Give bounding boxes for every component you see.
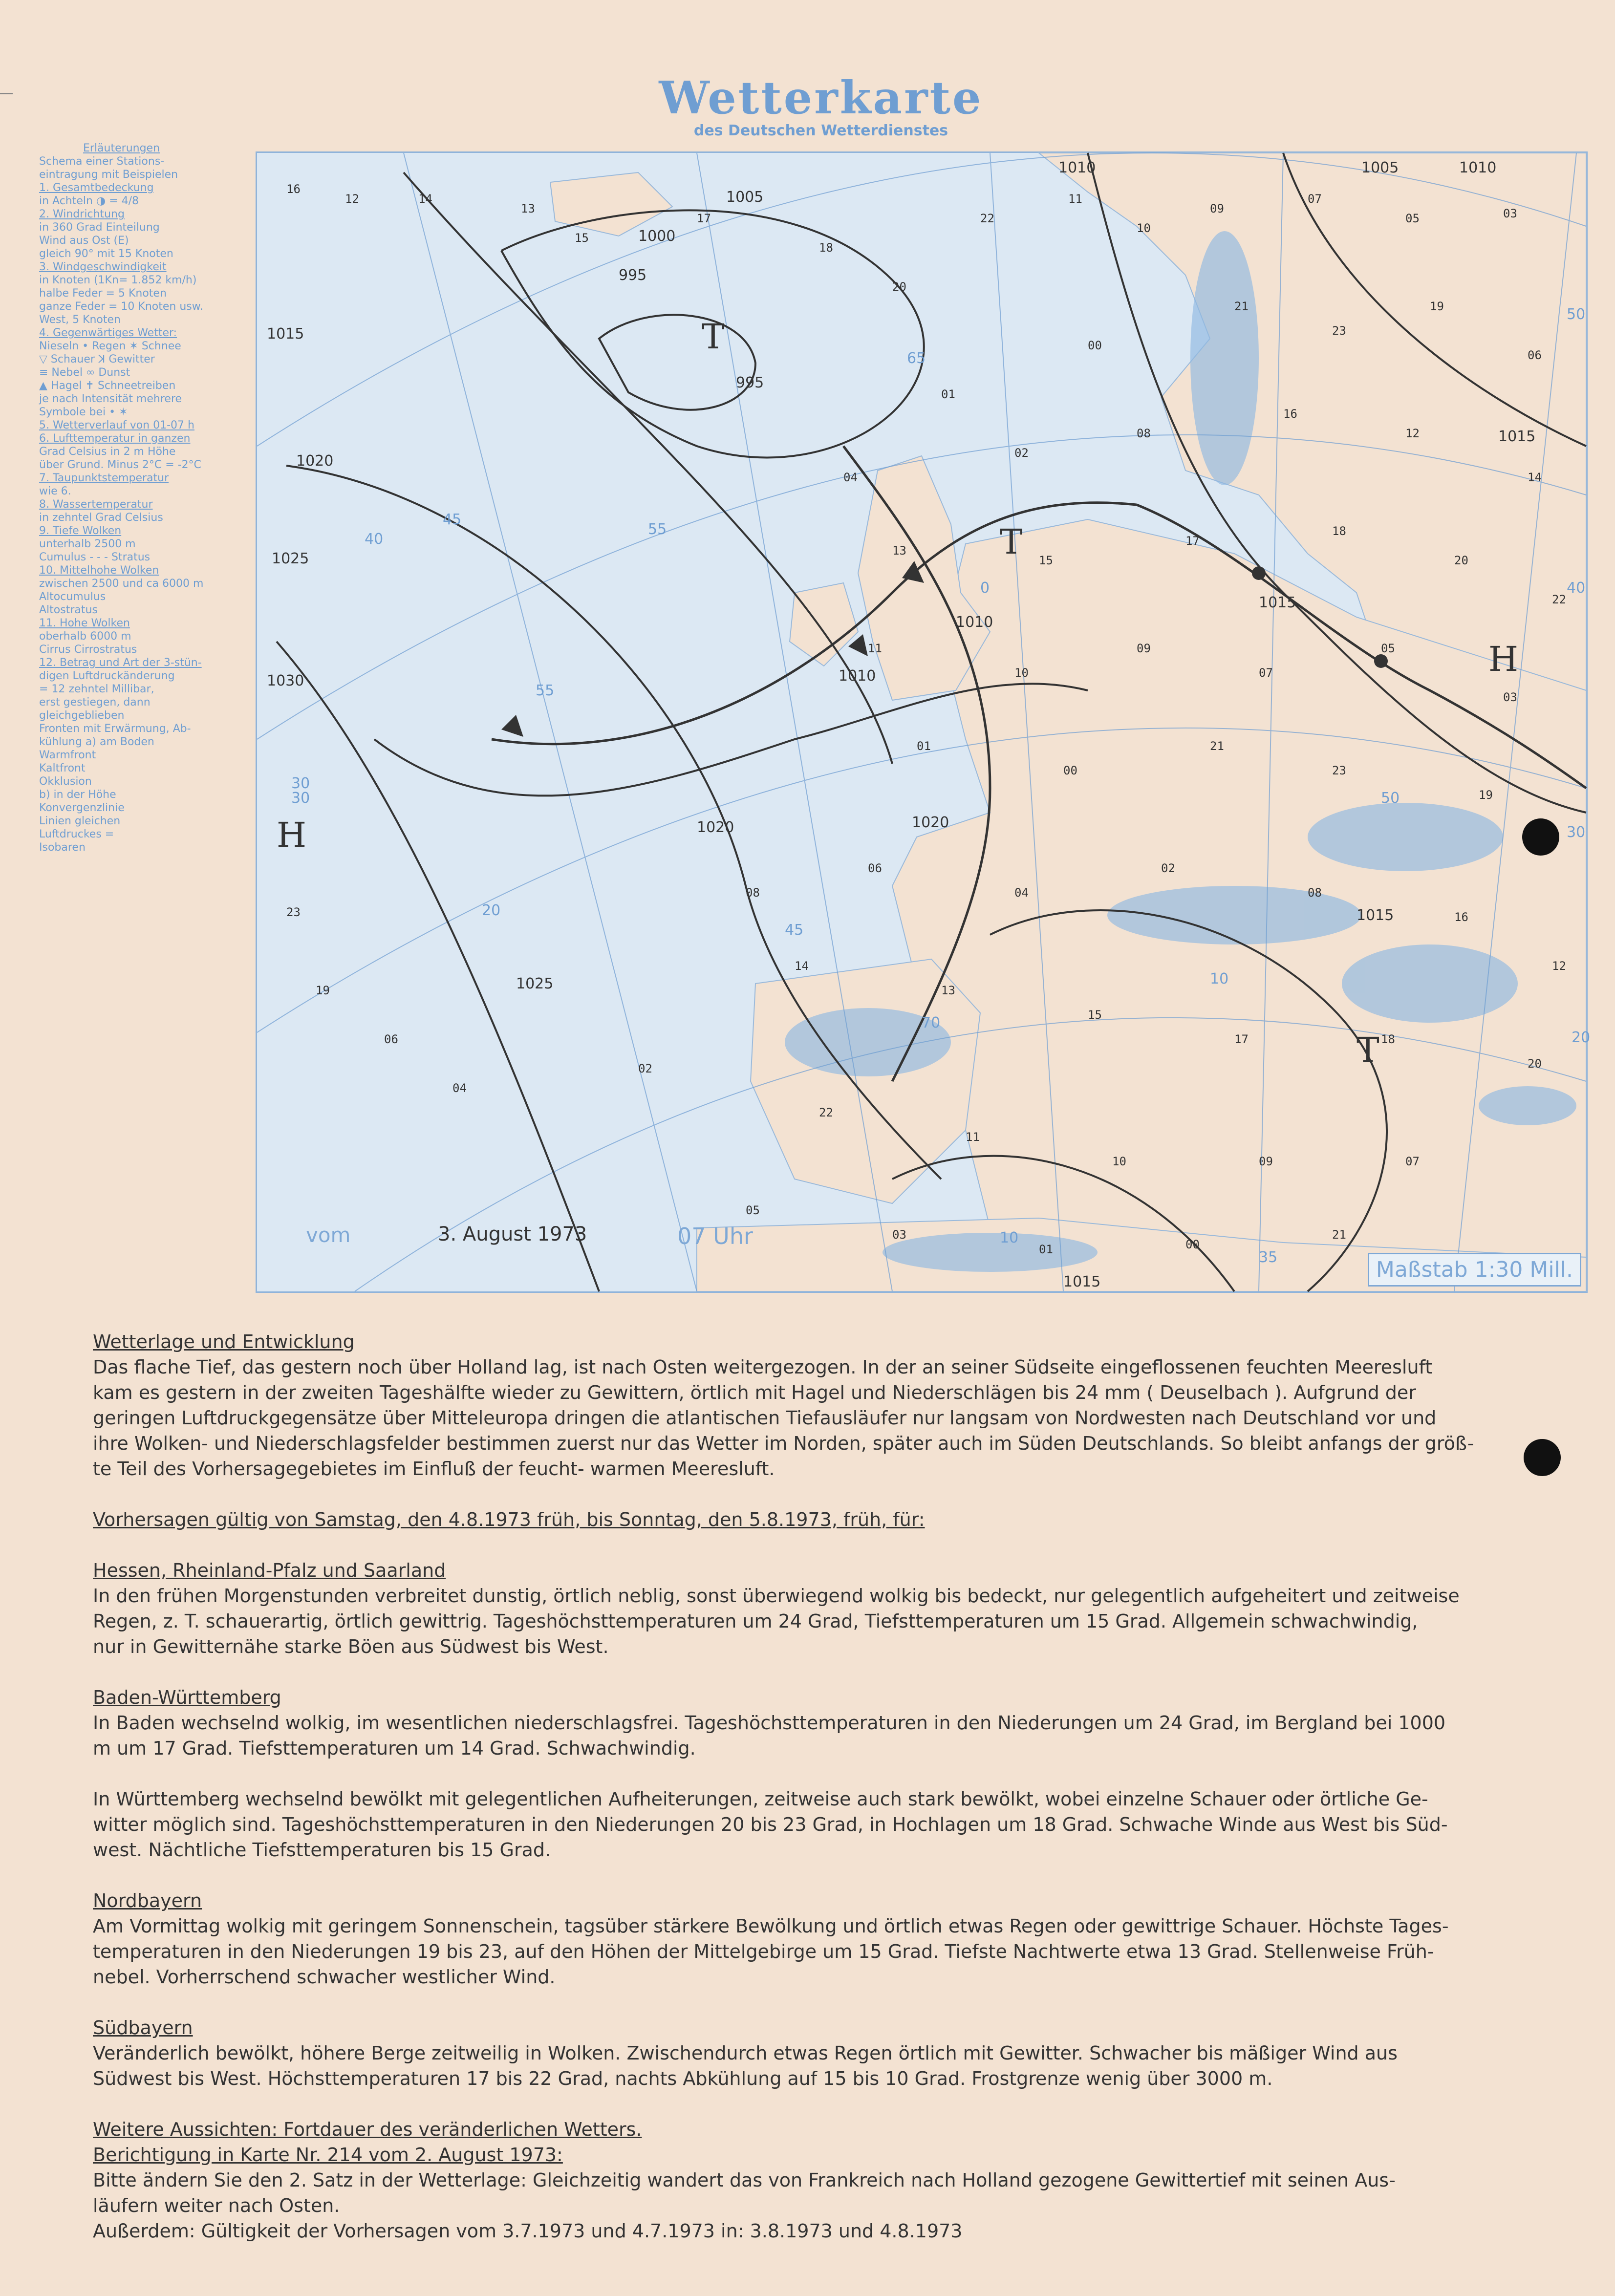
grid-label: 55: [536, 682, 555, 699]
legend-line: 7. Taupunktstemperatur: [39, 472, 169, 484]
isobar-label: 1005: [726, 189, 764, 206]
isobar-5: [277, 642, 599, 1291]
legend-line: = 12 zehntel Millibar,: [39, 683, 154, 695]
station-value: 02: [1014, 446, 1029, 460]
text-line: m um 17 Grad. Tiefsttemperaturen um 14 Grad. Schwachwindig.: [93, 1738, 696, 1759]
map-date: 3. August 1973: [438, 1223, 587, 1245]
text-line: In Württemberg wechselnd bewölkt mit gelegentlichen Aufheiterungen, zeitweise auch stark bewölkt, wobei einzelne Schauer oder örtliche Ge-: [93, 1788, 1428, 1810]
low-center: T: [702, 317, 725, 357]
grid-label: 45: [443, 511, 462, 528]
text-line: Regen, z. T. schauerartig, örtlich gewittrig. Tageshöchsttemperaturen um 24 Grad, Tiefsttemperaturen um 15 Grad. Allgemein schwachwindig,: [93, 1610, 1418, 1632]
high-center: H: [277, 815, 307, 855]
front-semicircle: [1374, 654, 1388, 668]
grid-label: 10: [1000, 1229, 1019, 1246]
legend-line: Cumulus - - - Stratus: [39, 551, 151, 563]
section-heading: Baden-Württemberg: [93, 1687, 281, 1708]
legend-line: 1. Gesamtbedeckung: [39, 182, 154, 194]
section-body: [93, 1913, 1539, 1990]
grid-label: 65: [907, 350, 926, 367]
legend-line: 8. Wassertemperatur: [39, 498, 153, 511]
station-value: 03: [892, 1228, 906, 1242]
station-value: 02: [638, 1062, 652, 1075]
legend-line: Konvergenzlinie: [39, 802, 125, 814]
relief-caucasus: [1479, 1086, 1576, 1125]
legend-line: Nieseln • Regen ✶ Schnee: [39, 340, 181, 352]
station-value: 05: [746, 1203, 760, 1217]
legend-line: 12. Betrag und Art der 3-stün-: [39, 657, 202, 669]
grid-label: 55: [648, 521, 667, 538]
station-value: 20: [1528, 1057, 1542, 1071]
front-semicircle: [1252, 566, 1266, 580]
grid-label: 45: [785, 922, 804, 939]
section-body: [93, 1710, 1539, 1761]
legend-line: 6. Lufttemperatur in ganzen: [39, 432, 191, 445]
legend-line: 4. Gegenwärtiges Wetter:: [39, 327, 177, 339]
station-value: 06: [868, 861, 882, 875]
legend-line: Warmfront: [39, 749, 96, 761]
station-value: 14: [1528, 471, 1542, 484]
isobar-label: 1020: [912, 814, 949, 831]
relief-carpathians: [1308, 803, 1503, 871]
station-value: 23: [1332, 324, 1346, 338]
grid-label: 35: [1259, 1249, 1278, 1266]
section-body: [93, 1354, 1539, 1481]
legend-line: gleichgeblieben: [39, 709, 125, 722]
station-value: 01: [917, 739, 931, 753]
grid-label: 70: [922, 1014, 941, 1031]
legend-line: 5. Wetterverlauf von 01-07 h: [39, 419, 194, 431]
map-drawing: [257, 153, 1591, 1291]
legend-line: Altocumulus: [39, 591, 106, 603]
legend-line: in Achteln ◑ = 4/8: [39, 195, 139, 207]
legend-line: Kaltfront: [39, 762, 86, 774]
station-value: 17: [697, 212, 711, 225]
isobar-label: 1015: [1498, 428, 1536, 445]
page-subtitle: des Deutschen Wetterdienstes: [693, 122, 948, 139]
map-vom-label: vom: [306, 1223, 351, 1247]
text-line: läufern weiter nach Osten.: [93, 2195, 340, 2216]
legend-line: Grad Celsius in 2 m Höhe: [39, 446, 176, 458]
grid-label: 40: [365, 531, 384, 548]
station-value: 09: [1137, 642, 1151, 655]
station-value: 09: [1210, 202, 1224, 215]
section-body: [93, 2040, 1539, 2091]
station-value: 16: [1283, 407, 1297, 421]
legend-line: Symbole bei • ✶: [39, 406, 128, 418]
legend: [39, 142, 249, 854]
legend-line: eintragung mit Beispielen: [39, 169, 178, 181]
section-body: [93, 1583, 1539, 1659]
isobar-label: 1015: [1063, 1273, 1101, 1290]
isobar-label: 1000: [638, 228, 676, 245]
isobar-label: 995: [736, 374, 764, 391]
legend-line: Okklusion: [39, 775, 92, 788]
legend-line: 9. Tiefe Wolken: [39, 525, 122, 537]
station-value: 21: [1210, 739, 1224, 753]
legend-line: unterhalb 2500 m: [39, 538, 136, 550]
isobar-label: 1020: [697, 819, 734, 836]
grid-label: 20: [482, 902, 501, 919]
low-center: T: [1357, 1030, 1379, 1070]
text-line: Das flache Tief, das gestern noch über Holland lag, ist nach Osten weitergezogen. In der an seiner Südseite eingeflossenen feuchten Meeresluft: [93, 1356, 1433, 1378]
corner-mark: [0, 93, 13, 94]
correction-heading: Berichtigung in Karte Nr. 214 vom 2. August 1973:: [93, 2144, 563, 2166]
station-value: 18: [1381, 1032, 1395, 1046]
isobar-label: 1025: [516, 975, 554, 992]
station-value: 22: [1552, 593, 1566, 606]
station-value: 00: [1088, 339, 1102, 352]
station-value: 04: [843, 471, 858, 484]
isobar-label: 1030: [267, 672, 304, 689]
station-value: 19: [1479, 788, 1493, 802]
text-line: west. Nächtliche Tiefsttemperaturen bis 15 Grad.: [93, 1839, 551, 1861]
isobar-2: [599, 315, 755, 409]
isobar-label: 1025: [272, 550, 309, 567]
grid-label: 30: [291, 790, 310, 807]
text-line: In Baden wechselnd wolkig, im wesentlichen niederschlagsfrei. Tageshöchsttemperaturen in den Niederungen um 24 Grad, im Bergland bei 1000: [93, 1712, 1446, 1734]
station-value: 12: [1405, 427, 1420, 440]
legend-line: Wind aus Ost (E): [39, 235, 129, 247]
legend-line: 11. Hohe Wolken: [39, 617, 130, 629]
section-body: [93, 1786, 1539, 1863]
station-value: 21: [1332, 1228, 1346, 1242]
legend-line: in 360 Grad Einteilung: [39, 221, 160, 234]
station-value: 18: [1332, 524, 1346, 538]
isobar-label: 1015: [1259, 594, 1296, 611]
outlook: Weitere Aussichten: Fortdauer des veränderlichen Wetters.: [93, 2119, 642, 2140]
station-value: 00: [1185, 1238, 1200, 1251]
grid-label: 30: [1567, 824, 1586, 841]
legend-line: oberhalb 6000 m: [39, 630, 131, 643]
grid-label: 50: [1567, 306, 1586, 323]
station-value: 08: [1137, 427, 1151, 440]
text-line: Veränderlich bewölkt, höhere Berge zeitweilig in Wolken. Zwischendurch etwas Regen örtlich mit Gewitter. Schwacher bis mäßiger Wind aus: [93, 2042, 1398, 2064]
station-value: 12: [345, 192, 359, 206]
station-value: 03: [1503, 690, 1517, 704]
grid-label: 10: [1210, 970, 1229, 987]
station-value: 13: [521, 202, 535, 215]
station-value: 08: [746, 886, 760, 900]
legend-line: gleich 90° mit 15 Knoten: [39, 248, 173, 260]
station-value: 10: [1112, 1155, 1126, 1168]
isobar-label: 1010: [839, 667, 876, 685]
station-value: 10: [1137, 221, 1151, 235]
station-value: 05: [1381, 642, 1395, 655]
station-value: 20: [1454, 554, 1468, 567]
station-value: 11: [868, 642, 882, 655]
station-value: 02: [1161, 861, 1175, 875]
text-line: ihre Wolken- und Niederschlagsfelder bestimmen zuerst nur das Wetter im Norden, später auch im Süden Deutschlands. So bleibt anfangs der größ-: [93, 1433, 1474, 1454]
relief-scandes: [1190, 231, 1259, 485]
legend-line: kühlung a) am Boden: [39, 736, 154, 748]
isobar-label: 1010: [1459, 159, 1497, 176]
legend-line: erst gestiegen, dann: [39, 696, 151, 708]
map-scale: Maßstab 1:30 Mill.: [1368, 1253, 1581, 1287]
station-value: 16: [1454, 910, 1468, 924]
grid-label: 30: [291, 775, 310, 792]
station-value: 17: [1185, 534, 1200, 548]
station-value: 22: [980, 212, 994, 225]
text-line: kam es gestern in der zweiten Tageshälfte wieder zu Gewittern, örtlich mit Hagel und Niederschlägen bis 24 mm ( Deuselbach ). Aufgrund der: [93, 1382, 1416, 1403]
text-line: Am Vormittag wolkig mit geringem Sonnenschein, tagsüber stärkere Bewölkung und örtlich etwas Regen oder gewittrige Schauer. Höchste Tages-: [93, 1915, 1449, 1937]
station-value: 21: [1234, 300, 1249, 313]
station-value: 12: [1552, 959, 1566, 973]
station-value: 03: [1503, 207, 1517, 220]
text-line: temperaturen in den Niederungen 19 bis 23, auf den Höhen der Mittelgebirge um 15 Grad. Tiefste Nachtwerte etwa 13 Grad. Stellenweise Früh-: [93, 1941, 1434, 1962]
station-value: 13: [941, 984, 955, 997]
low-center: T: [1000, 522, 1023, 562]
legend-line: digen Luftdruckänderung: [39, 670, 175, 682]
legend-line: wie 6.: [39, 485, 71, 497]
text-line: te Teil des Vorhersagegebietes im Einfluß der feucht- warmen Meeresluft.: [93, 1458, 775, 1480]
punch-hole: [1522, 818, 1559, 856]
text-line: In den frühen Morgenstunden verbreitet dunstig, örtlich neblig, sonst überwiegend wolkig bis bedeckt, nur gelegentlich aufgeheitert und zeitweise: [93, 1585, 1460, 1607]
station-value: 18: [819, 241, 833, 255]
station-value: 15: [1088, 1008, 1102, 1022]
station-value: 15: [575, 231, 589, 245]
text-line: Südwest bis West. Höchsttemperaturen 17 bis 22 Grad, nachts Abkühlung auf 15 bis 10 Grad. Frostgrenze wenig über 3000 m.: [93, 2068, 1273, 2089]
station-value: 15: [1039, 554, 1053, 567]
isobar-label: 1020: [296, 452, 334, 470]
station-value: 23: [1332, 764, 1346, 777]
station-value: 09: [1259, 1155, 1273, 1168]
station-value: 04: [452, 1081, 467, 1095]
isobar-label: 1015: [1357, 907, 1394, 924]
legend-line: Fronten mit Erwärmung, Ab-: [39, 723, 191, 735]
correction-body: [93, 2167, 1539, 2218]
weather-map: [256, 151, 1591, 1293]
isobar-label: 1015: [267, 325, 304, 343]
legend-line: ▲ Hagel ✝ Schneetreiben: [39, 380, 176, 392]
station-value: 06: [384, 1032, 398, 1046]
legend-line: Cirrus Cirrostratus: [39, 644, 137, 656]
station-value: 10: [1014, 666, 1029, 680]
legend-line: ganze Feder = 10 Knoten usw.: [39, 300, 203, 313]
land-ireland: [790, 583, 858, 666]
forecast-text: [93, 1329, 1539, 2244]
legend-line: Luftdruckes =: [39, 828, 114, 840]
page-title: Wetterkarte: [659, 71, 983, 124]
legend-line: je nach Intensität mehrere: [39, 393, 182, 405]
map-title-block: [625, 73, 1016, 140]
station-value: 23: [286, 905, 301, 919]
grid-label: 50: [1381, 790, 1400, 807]
isobar-label: 1005: [1361, 159, 1399, 176]
station-value: 07: [1405, 1155, 1420, 1168]
legend-line: 3. Windgeschwindigkeit: [39, 261, 167, 273]
legend-line: Linien gleichen: [39, 815, 121, 827]
relief-balkans: [1342, 944, 1518, 1023]
station-value: 06: [1528, 348, 1542, 362]
validity-heading: Vorhersagen gültig von Samstag, den 4.8.1973 früh, bis Sonntag, den 5.8.1973, früh, für:: [93, 1509, 925, 1530]
relief-atlas: [883, 1233, 1098, 1272]
legend-line: Altostratus: [39, 604, 98, 616]
legend-line: halbe Feder = 5 Knoten: [39, 287, 167, 300]
relief-alps: [1107, 886, 1361, 944]
station-value: 01: [1039, 1243, 1053, 1256]
station-value: 22: [819, 1106, 833, 1119]
text-line: nur in Gewitternähe starke Böen aus Südwest bis West.: [93, 1636, 609, 1657]
section-heading: Südbayern: [93, 2017, 193, 2039]
legend-line: 10. Mittelhohe Wolken: [39, 564, 159, 577]
station-value: 11: [1068, 192, 1082, 206]
station-value: 17: [1234, 1032, 1249, 1046]
station-value: 14: [795, 959, 809, 973]
isobar-label: 995: [619, 267, 647, 284]
legend-line: b) in der Höhe: [39, 789, 116, 801]
legend-line: West, 5 Knoten: [39, 314, 121, 326]
isobar-3: [404, 172, 892, 764]
front-triangle: [501, 715, 523, 737]
legend-line: ≡ Nebel ∞ Dunst: [39, 366, 130, 379]
station-value: 16: [286, 182, 301, 196]
map-hour: 07 Uhr: [677, 1223, 753, 1249]
station-value: 01: [941, 387, 955, 401]
text-line: geringen Luftdruckgegensätze über Mitteleuropa dringen die atlantischen Tiefausläufer nur langsam von Nordwesten nach Deutschland vor und: [93, 1407, 1437, 1429]
legend-line: Schema einer Stations-: [39, 155, 165, 168]
addendum: Außerdem: Gültigkeit der Vorhersagen vom 3.7.1973 und 4.7.1973 in: 3.8.1973 und 4.8.1973: [93, 2220, 963, 2242]
station-value: 04: [1014, 886, 1029, 900]
station-value: 20: [892, 280, 906, 294]
legend-lines: [39, 155, 249, 854]
station-value: 11: [966, 1130, 980, 1144]
legend-line: Isobaren: [39, 841, 86, 854]
station-value: 07: [1259, 666, 1273, 680]
station-value: 19: [316, 984, 330, 997]
station-value: 05: [1405, 212, 1420, 225]
section-heading: Nordbayern: [93, 1890, 202, 1911]
text-line: nebel. Vorherrschend schwacher westlicher Wind.: [93, 1966, 556, 1988]
grid-label: 0: [980, 579, 990, 597]
station-value: 07: [1308, 192, 1322, 206]
grid-label: 40: [1567, 579, 1586, 597]
section-heading: Hessen, Rheinland-Pfalz und Saarland: [93, 1560, 446, 1581]
station-value: 08: [1308, 886, 1322, 900]
high-center: H: [1488, 639, 1519, 679]
legend-line: ▽ Schauer ꓘ Gewitter: [39, 353, 155, 365]
isobar-label: 1010: [1058, 159, 1096, 176]
section-heading: Wetterlage und Entwicklung: [93, 1331, 355, 1352]
station-value: 13: [892, 544, 906, 558]
isobar-label: 1010: [956, 614, 993, 631]
station-value: 19: [1430, 300, 1444, 313]
station-value: 00: [1063, 764, 1077, 777]
legend-line: in zehntel Grad Celsius: [39, 512, 163, 524]
text-line: Bitte ändern Sie den 2. Satz in der Wetterlage: Gleichzeitig wandert das von Frankreich nach Holland gezogene Gewittertief mit seinen Aus-: [93, 2169, 1396, 2191]
legend-line: 2. Windrichtung: [39, 208, 125, 220]
text-line: witter möglich sind. Tageshöchsttemperaturen in den Niederungen 20 bis 23 Grad, in Hochlagen um 18 Grad. Schwache Winde aus West bis Süd-: [93, 1814, 1448, 1835]
legend-line: in Knoten (1Kn= 1.852 km/h): [39, 274, 197, 286]
station-value: 14: [418, 192, 432, 206]
legend-line: zwischen 2500 und ca 6000 m: [39, 578, 204, 590]
legend-heading: Erläuterungen: [83, 142, 160, 154]
grid-label: 20: [1572, 1029, 1591, 1046]
legend-line: über Grund. Minus 2°C = -2°C: [39, 459, 201, 471]
